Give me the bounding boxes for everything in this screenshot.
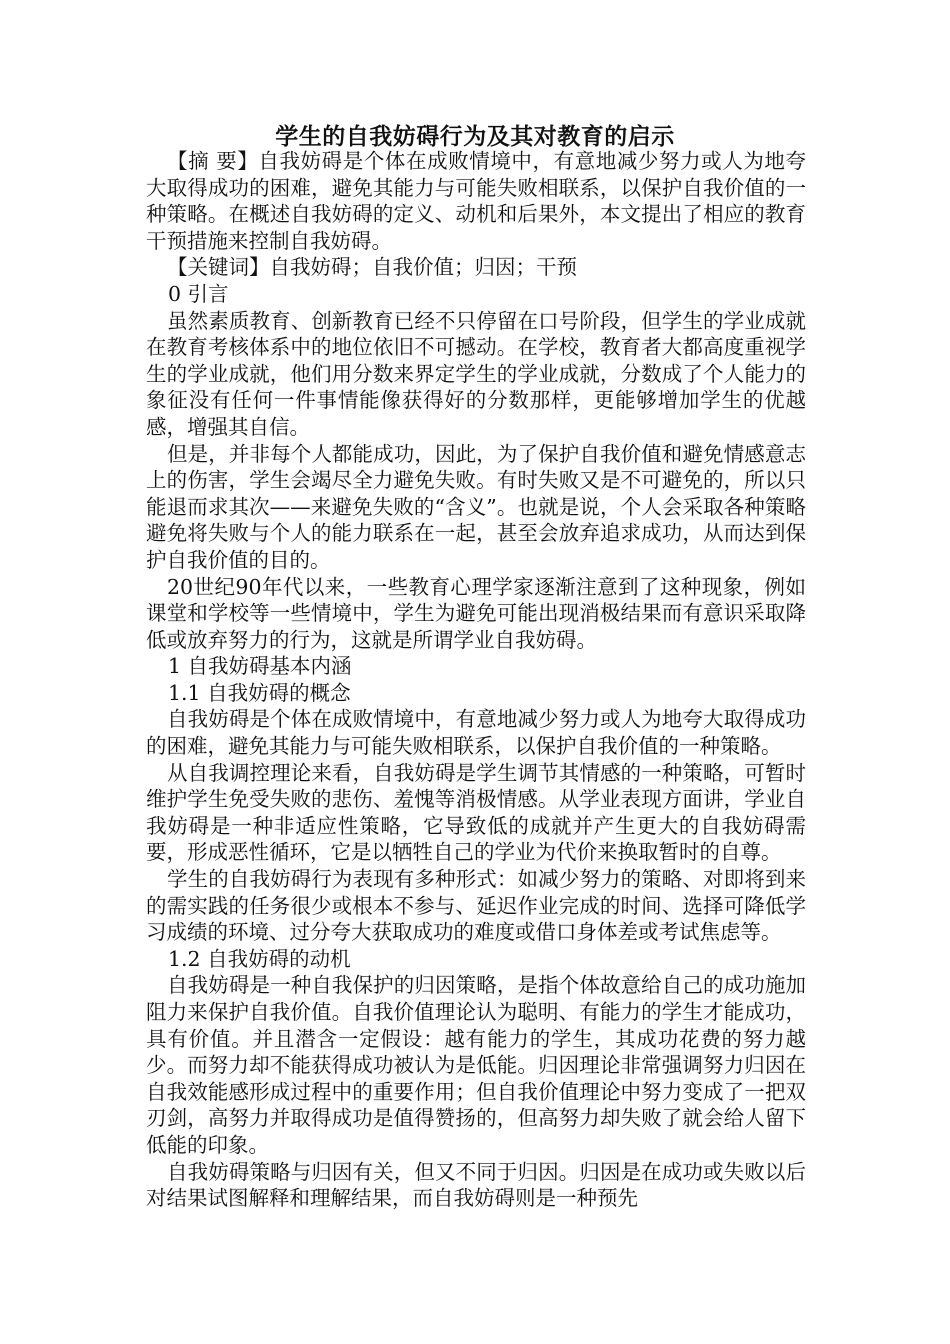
body-paragraph: 自我妨碍是一种自我保护的归因策略，是指个体故意给自己的成功施加阻力来保护自我价值。自我价值理论认为聪明、有能力的学生才能成功，具有价值。并且潜含一定假设：越有能力的学生，其成功花费的努力越少。而努力却不能获得成功被认为是低能。归因理论非常强调努力归因在自我效能感形成过程中的重要作用；但自我价值理论中努力变成了一把双刃剑，高努力并取得成功是值得赞扬的，但高努力却失败了就会给人留下低能的印象。 — [146, 973, 806, 1157]
subsection-heading-1-2: 1.2 自我妨碍的动机 — [168, 946, 351, 971]
keywords-paragraph: 【关键词】自我妨碍；自我价值；归因；干预 — [167, 255, 577, 280]
body-paragraph: 自我妨碍是个体在成败情境中，有意地减少努力或人为地夸大取得成功的困难，避免其能力与可能失败相联系，以保护自我价值的一种策略。 — [146, 707, 806, 759]
body-paragraph: 学生的自我妨碍行为表现有多种形式：如减少努力的策略、对即将到来的需实践的任务很少或根本不参与、延迟作业完成的时间、选择可降低学习成绩的环境、过分夸大获取成功的难度或借口身体差或考试焦虑等。 — [146, 867, 806, 945]
document-title: 学生的自我妨碍行为及其对教育的启示 — [275, 123, 675, 150]
body-paragraph: 20世纪90年代以来，一些教育心理学家逐渐注意到了这种现象，例如课堂和学校等一些情境中，学生为避免可能出现消极结果而有意识采取降低或放弃努力的行为，这就是所谓学业自我妨碍。 — [146, 574, 806, 652]
section-heading-intro: 0 引言 — [168, 281, 229, 306]
body-paragraph: 虽然素质教育、创新教育已经不只停留在口号阶段，但学生的学业成就在教育考核体系中的地位依旧不可撼动。在学校，教育者大都高度重视学生的学业成就，他们用分数来界定学生的学业成就，分数成了个人能力的象征没有任何一件事情能像获得好的分数那样，更能够增加学生的优越感，增强其自信。 — [146, 308, 806, 439]
document-body — [146, 148, 806, 1212]
abstract-paragraph: 【摘 要】自我妨碍是个体在成败情境中，有意地减少努力或人为地夸大取得成功的困难，避免其能力与可能失败相联系，以保护自我价值的一种策略。在概述自我妨碍的定义、动机和后果外，本文提出了相应的教育干预措施来控制自我妨碍。 — [146, 149, 806, 253]
subsection-heading-1-1: 1.1 自我妨碍的概念 — [168, 680, 351, 705]
section-heading-1: 1 自我妨碍基本内涵 — [168, 654, 352, 679]
body-paragraph: 但是，并非每个人都能成功，因此，为了保护自我价值和避免情感意志上的伤害，学生会竭尽全力避免失败。有时失败又是不可避免的，所以只能退而求其次——来避免失败的“含义”。也就是说，个人会采取各种策略避免将失败与个人的能力联系在一起，甚至会放弃追求成功，从而达到保护自我价值的目的。 — [146, 441, 806, 572]
body-paragraph: 自我妨碍策略与归因有关，但又不同于归因。归因是在成功或失败以后对结果试图解释和理解结果，而自我妨碍则是一种预先 — [146, 1159, 806, 1211]
body-paragraph: 从自我调控理论来看，自我妨碍是学生调节其情感的一种策略，可暂时维护学生免受失败的悲伤、羞愧等消极情感。从学业表现方面讲，学业自我妨碍是一种非适应性策略，它导致低的成就并产生更大的自我妨碍需要，形成恶性循环，它是以牺牲自己的学业为代价来换取暂时的自尊。 — [146, 760, 806, 865]
